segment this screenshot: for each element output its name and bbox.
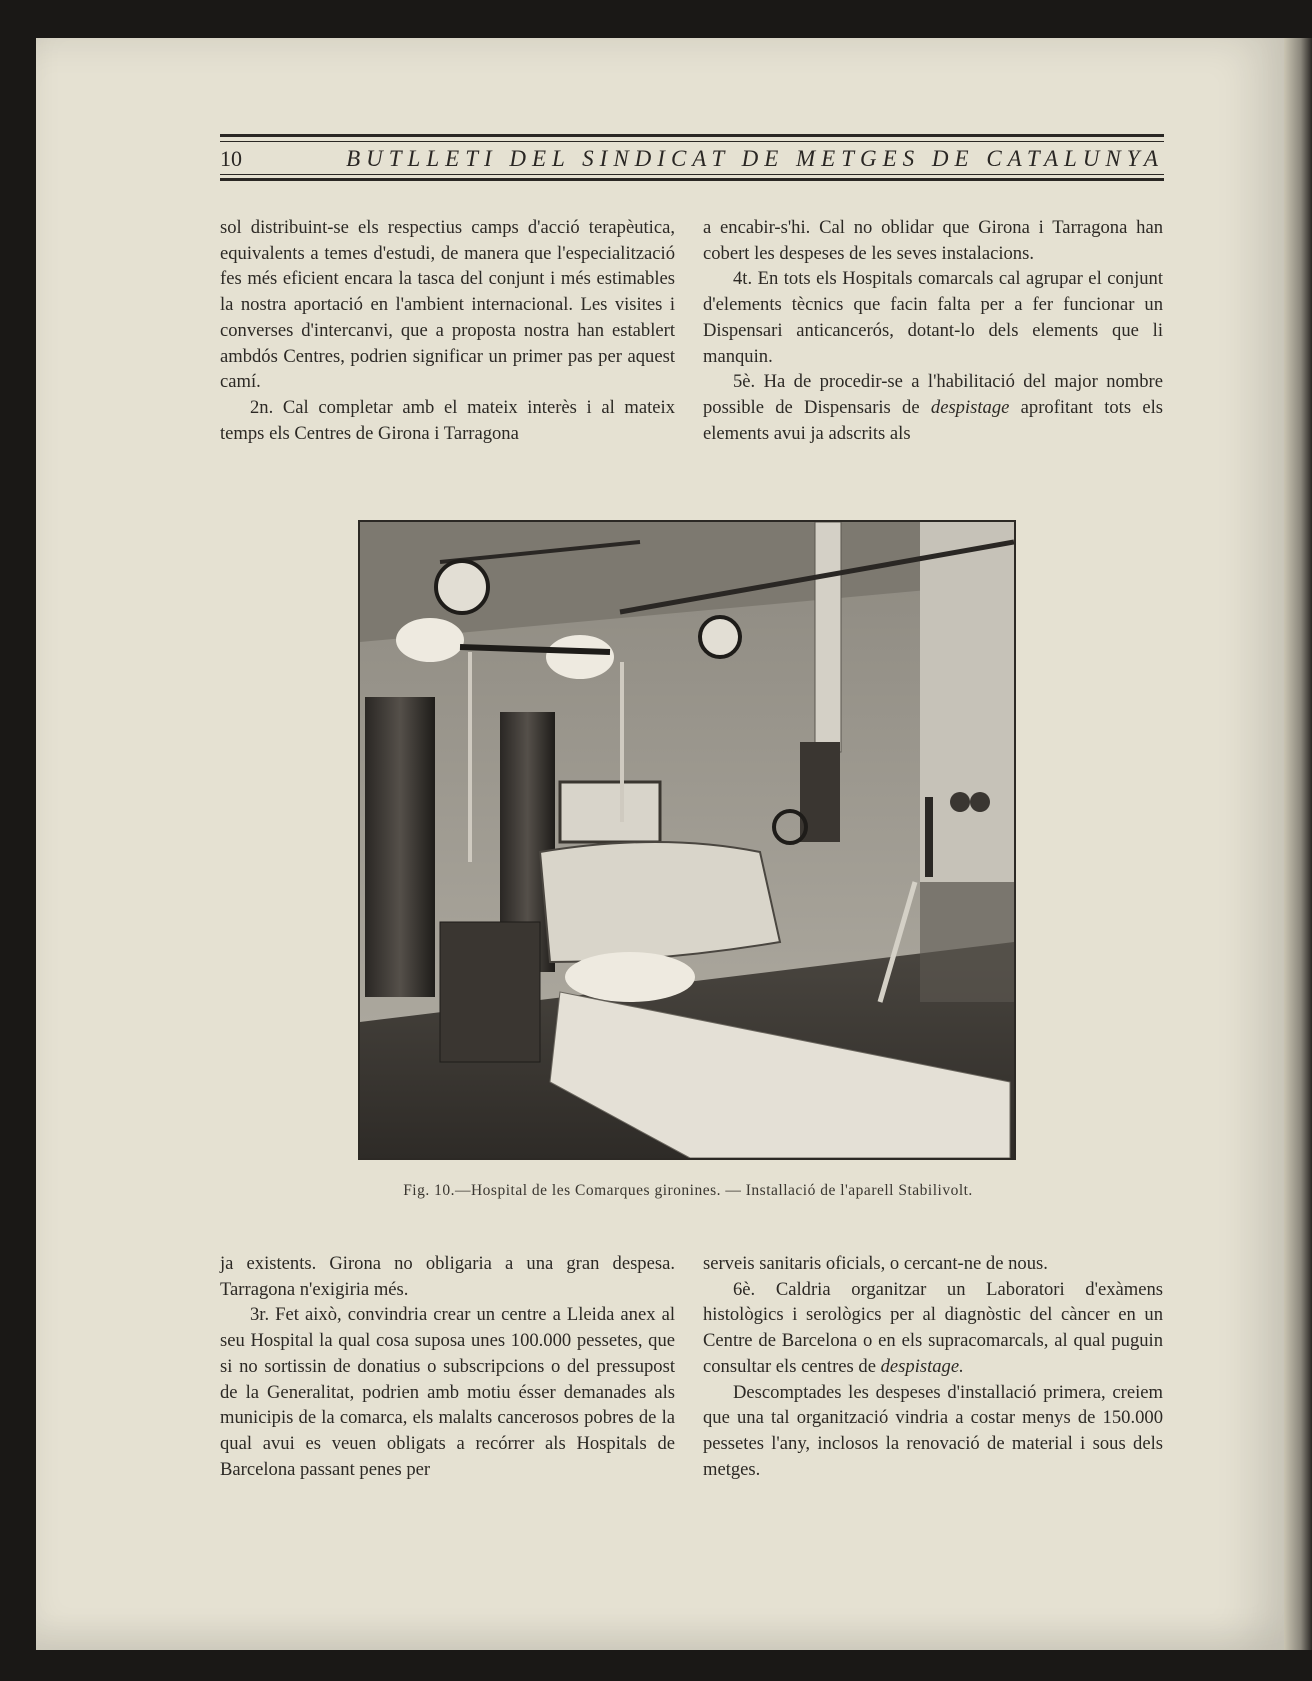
paragraph-text: 5è. Ha de procedir-se a l'habilitació del major nombre possible de Dispensaris de [703, 371, 1163, 418]
column-right-top [703, 215, 1163, 446]
paragraph: Descomptades les despeses d'installació primera, creiem que una tal organització vindria a costar menys de 150.000 pessetes l'any, inclosos la renovació de material i sous dels metges. [703, 1381, 1163, 1480]
page-edge [1284, 38, 1312, 1650]
italic-term: despistage. [880, 1355, 964, 1377]
xray-room-photo [360, 522, 1014, 1158]
paragraph [703, 1277, 1163, 1380]
figure-caption: Fig. 10.—Hospital de les Comarques gironines. — Installació de l'aparell Stabilivolt. [403, 1182, 973, 1199]
header-rule [220, 134, 1164, 137]
paragraph: ja existents. Girona no obligaria a una gran despesa. Tarragona n'exigiria més. [220, 1253, 675, 1300]
column-left-bottom [220, 1251, 675, 1482]
column-right-bottom [703, 1251, 1163, 1482]
paragraph-text: 6è. Caldria organitzar un Laboratori d'exàmens histològics i serològics per al diagnòstic del càncer en un Centre de Barcelona o en els supracomarcals, al qual puguin consultar els centres de [703, 1278, 1163, 1377]
paragraph: 3r. Fet això, convindria crear un centre a Lleida anex al seu Hospital la qual cosa suposa unes 100.000 pessetes, que si no sortissin de donatius o subscripcions o del pressupost de la Generalitat, podrien amb motiu ésser demanades als municipis de la comarca, els malalts cancerosos pobres de la qual avui es veuen obligats a recórrer als Hospitals de Barcelona passant penes per [220, 1304, 675, 1480]
journal-title: BUTLLETI DEL SINDICAT DE METGES DE CATALUNYA [346, 146, 1164, 171]
paragraph [703, 369, 1163, 446]
figure-photo [358, 520, 1016, 1160]
header-rule [220, 141, 1164, 142]
paragraph: a encabir-s'hi. Cal no oblidar que Girona i Tarragona han cobert les despeses de les seves instalacions. [703, 217, 1163, 264]
paragraph: 4t. En tots els Hospitals comarcals cal agrupar el conjunt d'elements tècnics que facin falta per a fer funcionar un Dispensari anticancerós, dotant-lo dels elements que li manquin. [703, 268, 1163, 367]
paragraph-text: aprofitant tots els elements avui ja adscrits als [703, 396, 1163, 444]
header-rule [220, 174, 1164, 175]
running-header [220, 134, 1164, 184]
paragraph: sol distribuint-se els respectius camps d'acció terapèutica, equivalents a temes d'estudi, de manera que l'especialització fes més eficient encara la tasca del conjunt i més estimables la nostra aportació en l'ambient internacional. Les visites i converses d'intercanvi, que a proposta nostra han establert ambdós Centres, podrien significar un primer pas per aquest camí. [220, 217, 675, 393]
header-rule [220, 178, 1164, 181]
italic-term: despistage [930, 396, 1010, 418]
paragraph: serveis sanitaris oficials, o cercant-ne de nous. [703, 1253, 1048, 1274]
paragraph: 2n. Cal completar amb el mateix interès i al mateix temps els Centres de Girona i Tarragona [220, 396, 675, 444]
column-left-top [220, 215, 675, 446]
page-number: 10 [220, 146, 242, 171]
